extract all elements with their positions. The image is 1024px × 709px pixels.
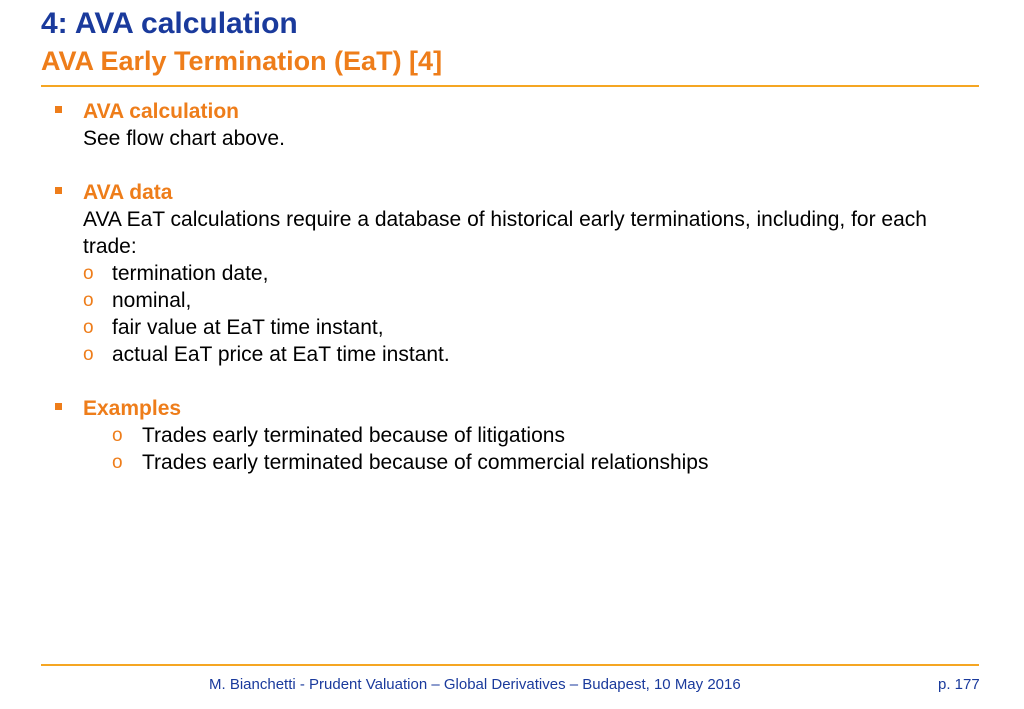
examples-list xyxy=(52,422,972,476)
circle-bullet-icon: o xyxy=(83,290,94,311)
circle-bullet-icon: o xyxy=(112,452,123,473)
list-item-text: Trades early terminated because of commercial relationships xyxy=(142,451,709,474)
list-item xyxy=(112,449,972,476)
circle-bullet-icon: o xyxy=(83,344,94,365)
circle-bullet-icon: o xyxy=(83,317,94,338)
square-bullet-icon xyxy=(55,106,62,113)
list-item xyxy=(83,341,972,368)
section-text: AVA EaT calculations require a database of historical early terminations, including, for each trade: xyxy=(83,208,927,258)
section-heading: AVA data xyxy=(83,181,173,204)
square-bullet-icon xyxy=(55,403,62,410)
circle-bullet-icon: o xyxy=(112,425,123,446)
slide-title: 4: AVA calculation xyxy=(41,7,298,40)
list-item-text: actual EaT price at EaT time instant. xyxy=(112,343,450,366)
list-item-text: termination date, xyxy=(112,262,269,285)
list-item-text: fair value at EaT time instant, xyxy=(112,316,384,339)
section-heading: AVA calculation xyxy=(83,100,239,123)
footer-citation: M. Bianchetti - Prudent Valuation – Global Derivatives – Budapest, 10 May 2016 xyxy=(209,676,741,693)
list-item xyxy=(83,260,972,287)
list-item-text: nominal, xyxy=(112,289,192,312)
square-bullet-icon xyxy=(55,187,62,194)
section-heading: Examples xyxy=(83,397,182,420)
page-number: p. 177 xyxy=(938,676,980,693)
circle-bullet-icon: o xyxy=(83,263,94,284)
list-item xyxy=(83,314,972,341)
list-item xyxy=(112,422,972,449)
slide-subtitle: AVA Early Termination (EaT) [4] xyxy=(41,46,443,76)
list-item xyxy=(83,287,972,314)
section-ava-calculation xyxy=(52,98,972,152)
section-examples xyxy=(52,395,972,476)
section-ava-data xyxy=(52,179,972,368)
slide-content xyxy=(52,98,972,503)
header-divider xyxy=(41,85,979,87)
footer-divider xyxy=(41,664,979,666)
list-item-text: Trades early terminated because of litigations xyxy=(142,424,565,447)
ava-data-list xyxy=(52,260,972,368)
section-text: See flow chart above. xyxy=(83,127,285,150)
